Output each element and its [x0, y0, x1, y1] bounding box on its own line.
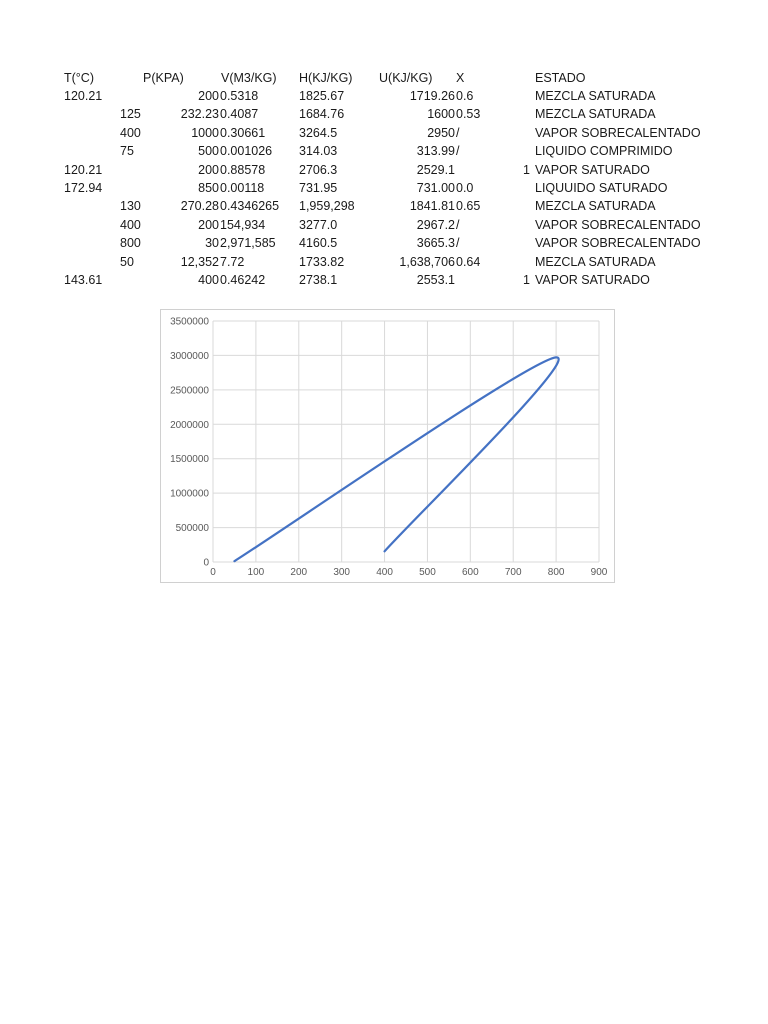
table-cell: 1719.26: [409, 89, 455, 103]
header-volume: V(M3/KG): [221, 71, 277, 85]
table-cell: 3264.5: [299, 125, 338, 140]
table-row: [0, 271, 768, 289]
x-tick-label: 0: [210, 567, 216, 578]
y-tick-label: 500000: [175, 523, 209, 535]
table-cell: 0.6: [456, 89, 474, 103]
table-cell: 50: [120, 254, 134, 269]
table-cell: 314.03: [299, 144, 338, 159]
header-state: ESTADO: [535, 71, 586, 85]
table-cell: 400: [198, 273, 219, 287]
table-cell: 125: [120, 107, 141, 122]
table-cell: MEZCLA SATURADA: [535, 254, 656, 269]
table-cell: /: [456, 236, 460, 251]
table-cell: 800: [120, 236, 141, 251]
scatter-plot: [161, 310, 616, 584]
table-cell: 1,959,298: [299, 199, 355, 214]
y-tick-label: 1500000: [170, 454, 209, 466]
table-cell: 313.99: [416, 144, 455, 159]
table-cell: 200: [198, 217, 219, 232]
header-pressure: P(KPA): [143, 71, 184, 85]
table-cell: 0.001026: [220, 144, 273, 159]
table-cell: 2,971,585: [220, 236, 276, 251]
y-tick-label: 0: [203, 557, 209, 569]
table-cell: 850: [198, 181, 219, 195]
table-cell: 2529.1: [416, 162, 455, 177]
table-row: [0, 197, 768, 215]
table-row: [0, 234, 768, 252]
x-tick-label: 900: [590, 567, 608, 578]
table-cell: /: [456, 217, 460, 232]
spreadsheet-table: [0, 0, 768, 300]
table-cell: 400: [120, 125, 141, 140]
table-cell: LIQUIDO COMPRIMIDO: [535, 144, 673, 159]
table-cell: 3277.0: [299, 217, 338, 232]
chart: [160, 309, 615, 583]
table-cell: 4160.5: [299, 236, 338, 251]
table-cell: 12,352: [180, 254, 219, 269]
x-tick-label: 600: [461, 567, 479, 578]
table-cell: VAPOR SOBRECALENTADO: [535, 217, 701, 232]
table-cell: 0.4087: [220, 107, 259, 122]
series-line: [234, 357, 558, 561]
table-cell: MEZCLA SATURADA: [535, 199, 656, 214]
table-cell: 0.0: [456, 181, 474, 195]
y-tick-label: 3000000: [170, 350, 209, 362]
y-tick-label: 1000000: [170, 488, 209, 500]
y-tick-label: 3500000: [170, 316, 209, 328]
x-tick-label: 500: [419, 567, 436, 578]
table-cell: 400: [120, 217, 141, 232]
table-cell: 0.65: [456, 199, 481, 214]
table-cell: 0.30661: [220, 125, 266, 140]
table-cell: 30: [205, 236, 219, 251]
table-cell: 200: [198, 89, 219, 103]
table-cell: 0.64: [456, 254, 481, 269]
table-cell: 1: [523, 162, 530, 177]
table-cell: 130: [120, 199, 141, 214]
table-cell: LIQUUIDO SATURADO: [535, 181, 668, 195]
table-cell: 2950: [427, 125, 455, 140]
table-cell: 143.61: [64, 273, 103, 287]
table-cell: VAPOR SOBRECALENTADO: [535, 125, 701, 140]
table-cell: 1: [523, 273, 530, 287]
table-cell: 270.28: [180, 199, 219, 214]
x-tick-label: 200: [290, 567, 308, 578]
table-cell: VAPOR SOBRECALENTADO: [535, 236, 701, 251]
table-cell: 7.72: [220, 254, 245, 269]
table-row: [0, 179, 768, 197]
table-cell: 1600: [427, 107, 455, 122]
table-cell: 2706.3: [299, 162, 338, 177]
table-cell: 200: [198, 162, 219, 177]
table-cell: 0.00118: [220, 181, 265, 195]
table-cell: 1,638,706: [399, 254, 455, 269]
table-cell: 1825.67: [299, 89, 345, 103]
header-energy: U(KJ/KG): [379, 71, 433, 85]
table-row: [0, 142, 768, 160]
table-cell: 731.00: [416, 181, 455, 195]
table-row: [0, 124, 768, 142]
table-row: [0, 216, 768, 234]
table-cell: 0.88578: [220, 162, 266, 177]
y-tick-label: 2000000: [170, 419, 209, 431]
table-cell: 120.21: [64, 89, 103, 103]
table-cell: 1841.81: [409, 199, 455, 214]
table-cell: 500: [198, 144, 219, 159]
table-cell: 232.23: [180, 107, 219, 122]
table-cell: 731.95: [299, 181, 338, 195]
x-tick-label: 700: [504, 567, 522, 578]
table-cell: VAPOR SATURADO: [535, 162, 650, 177]
table-cell: VAPOR SATURADO: [535, 273, 650, 287]
x-tick-label: 400: [376, 567, 393, 578]
header-quality: X: [456, 71, 465, 85]
table-cell: 0.46242: [220, 273, 266, 287]
table-cell: 154,934: [220, 217, 266, 232]
header-row: [0, 69, 768, 87]
table-cell: /: [456, 144, 460, 159]
table-row: [0, 161, 768, 179]
table-cell: 0.53: [456, 107, 481, 122]
header-temperature: T(°C): [64, 71, 94, 85]
y-tick-label: 2500000: [170, 385, 209, 397]
table-row: [0, 253, 768, 271]
table-cell: 1684.76: [299, 107, 345, 122]
table-cell: 2553.1: [416, 273, 455, 287]
table-cell: 1733.82: [299, 254, 345, 269]
table-cell: 3665.3: [416, 236, 455, 251]
table-row: [0, 105, 768, 123]
table-cell: /: [456, 125, 460, 140]
table-cell: MEZCLA SATURADA: [535, 89, 656, 103]
x-tick-label: 100: [247, 567, 265, 578]
table-cell: MEZCLA SATURADA: [535, 107, 656, 122]
x-tick-label: 800: [547, 567, 565, 578]
table-row: [0, 87, 768, 105]
table-cell: 172.94: [64, 181, 103, 195]
table-cell: 0.5318: [220, 89, 259, 103]
table-cell: 120.21: [64, 162, 103, 177]
table-cell: 75: [120, 144, 134, 159]
x-tick-label: 300: [333, 567, 351, 578]
table-cell: 2738.1: [299, 273, 338, 287]
table-cell: 1000: [191, 125, 219, 140]
header-enthalpy: H(KJ/KG): [299, 71, 353, 85]
table-cell: 0.4346265: [220, 199, 280, 214]
table-cell: 2967.2: [416, 217, 455, 232]
